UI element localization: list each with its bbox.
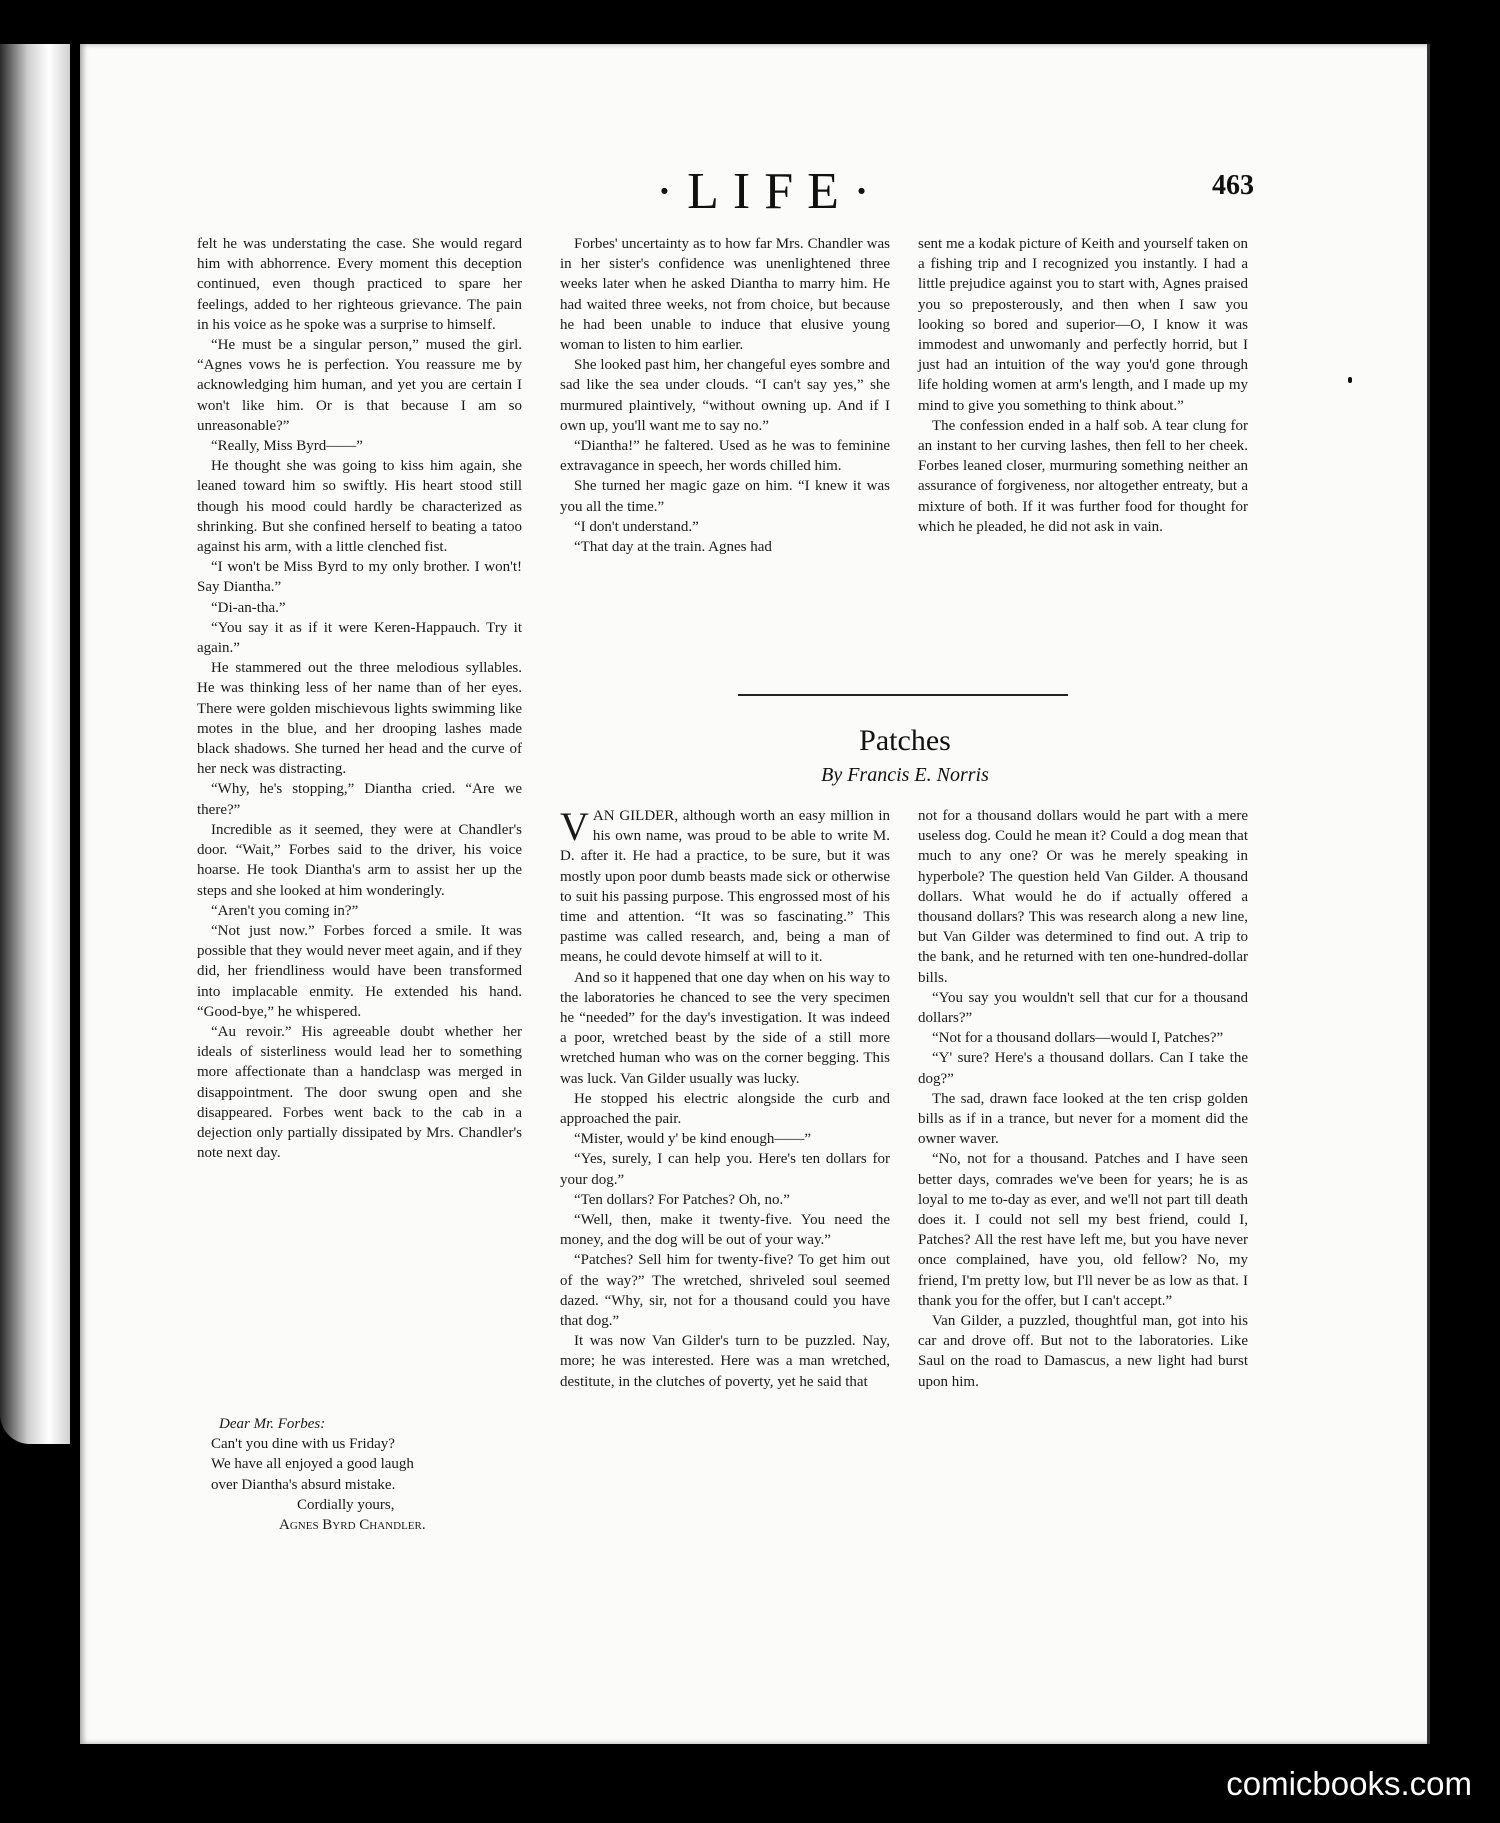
letter-line: We have all enjoyed a good laugh (211, 1456, 414, 1473)
paragraph: “Mister, would y' be kind enough——” (574, 1131, 812, 1148)
paragraph: “You say you wouldn't sell that cur for a thousand dollars?” (918, 989, 1248, 1027)
paragraph: He stopped his electric alongside the curb and approached the pair. (560, 1090, 890, 1128)
column-1 (197, 234, 522, 1163)
letter-note (197, 1414, 522, 1535)
ink-speck (1348, 377, 1352, 383)
watermark: comicbooks.com (1226, 1765, 1472, 1802)
paragraph: The sad, drawn face looked at the ten crisp golden bills as if in a trance, but never for a moment did the owner waver. (918, 1090, 1248, 1148)
paragraph-text: AN GILDER, although worth an easy million in his own name, was proud to be able to write M. D. after it. He had a practice, to be sure, but it was mostly upon poor dumb beasts made sick or otherwise to suit his passing purpose. This engrossed most of his time and attention. “It was so fascinating.” This pastime was called research, and, being a man of means, he could devote himself at will to it. (560, 808, 890, 966)
magazine-page (80, 44, 1430, 1744)
paragraph: “You say it as if it were Keren-Happauch. Try it again.” (197, 619, 522, 657)
paragraph: “Au revoir.” His agreeable doubt whether her ideals of sisterliness would lead her to something more affectionate than a handclasp was merged in disappointment. The door swung open and she disappeared. Forbes went back to the cab in a dejection only partially dissipated by Mrs. Chandler's note next day. (197, 1023, 522, 1162)
masthead: ·LIFE· (655, 163, 885, 220)
paragraph: And so it happened that one day when on his way to the laboratories he chanced to see the very specimen he “needed” for the day's investigation. It was indeed a poor, wretched beast by the side of a still more wretched human who was on the corner begging. This was luck. Van Gilder usually was lucky. (560, 969, 890, 1087)
paragraph: “Yes, surely, I can help you. Here's ten dollars for your dog.” (560, 1151, 890, 1188)
paragraph: It was now Van Gilder's turn to be puzzled. Nay, more; he was interested. Here was a man wretched, destitute, in the clutches of poverty, yet he said that (560, 1333, 890, 1390)
paragraph: “Well, then, make it twenty-five. You need the money, and the dog will be out of your way.” (560, 1212, 890, 1249)
paragraph: Incredible as it seemed, they were at Chandler's door. “Wait,” Forbes said to the driver, his voice hoarse. He took Diantha's arm to assist her up the steps and she looked at him wonderingly. (197, 821, 522, 899)
letter-signature: Agnes Byrd Chandler. (279, 1517, 426, 1534)
drop-cap: V (560, 804, 589, 849)
story-title: Patches (859, 724, 951, 757)
paragraph: “No, not for a thousand. Patches and I have seen better days, comrades we've been for years; he is as loyal to me to-day as ever, and we'll not part till death does it. I could not sell my best friend, could I, Patches? All the rest have left me, but you have never once complained, have you, old fellow? No, my friend, I'm pretty low, but I'll never be as low as that. I thank you for the offer, but I can't accept.” (918, 1151, 1248, 1309)
column-4 (560, 806, 890, 1392)
section-divider (738, 694, 1068, 696)
paragraph: “I don't understand.” (574, 518, 699, 535)
paragraph: “That day at the train. Agnes had (574, 539, 772, 556)
column-3 (918, 234, 1248, 537)
paragraph: “Really, Miss Byrd——” (211, 438, 363, 455)
paragraph: She turned her magic gaze on him. “I knew it was you all the time.” (560, 478, 890, 515)
paragraph: The confession ended in a half sob. A tear clung for an instant to her curving lashes, then fell to her cheek. Forbes leaned closer, murmuring something neither an assurance of forgiveness, nor altogether entreaty, but a mixture of both. If it was further food for thought for which he pleaded, he did not ask in vain. (918, 417, 1248, 535)
paragraph: “Patches? Sell him for twenty-five? To get him out of the way?” The wretched, shriveled soul seemed dazed. “Why, sir, not for a thousand could you have that dog.” (560, 1252, 890, 1330)
opening-paragraph (560, 806, 890, 968)
paragraph: “Y' sure? Here's a thousand dollars. Can I take the dog?” (918, 1050, 1248, 1087)
paragraph: She looked past him, her changeful eyes sombre and sad like the sea under clouds. “I can't say yes,” she murmured plaintively, “without owning up. And if I own up, you'll want me to say no.” (560, 357, 890, 434)
letter-salutation: Dear Mr. Forbes: (219, 1416, 326, 1432)
page-number: 463 (1212, 170, 1254, 201)
paragraph: “Di-an-tha.” (211, 599, 286, 616)
column-5 (918, 806, 1248, 1392)
paragraph: “Why, he's stopping,” Diantha cried. “Are we there?” (197, 781, 522, 818)
paragraph: Van Gilder, a puzzled, thoughtful man, got into his car and drove off. But not to the laboratories. Like Saul on the road to Damascus, a new light had burst upon him. (918, 1313, 1248, 1390)
paragraph: He stammered out the three melodious syllables. He was thinking less of her name than of her eyes. There were golden mischievous lights swimming like motes in the blue, and her drooping lashes made black shadows. She turned her head and the curve of her neck was distracting. (197, 660, 522, 778)
paragraph: “Not just now.” Forbes forced a smile. It was possible that they would never meet again, and if they did, her friendliness would have been transformed into implacable enmity. He extended his hand. “Good-bye,” he whispered. (197, 922, 522, 1020)
paragraph: felt he was understating the case. She would regard him with abhorrence. Every moment this deception continued, even though practiced to spare her feelings, added to her righteous grievance. The pain in his voice as he spoke was a surprise to himself. (197, 236, 522, 333)
letter-closing: Cordially yours, (297, 1496, 395, 1513)
letter-line: over Diantha's absurd mistake. (211, 1476, 396, 1493)
page-curl (0, 44, 70, 1444)
paragraph: “I won't be Miss Byrd to my only brother. I won't! Say Diantha.” (197, 559, 522, 596)
paragraph: “Diantha!” he faltered. Used as he was to feminine extravagance in speech, her words chilled him. (560, 438, 890, 475)
page-binding-edge (1427, 44, 1430, 1744)
paragraph: “He must be a singular person,” mused the girl. “Agnes vows he is perfection. You reassure me by acknowledging him human, and yet you are certain I won't like him. Or is that because I am so unreasonable?” (197, 337, 522, 434)
paragraph: “Ten dollars? For Patches? Oh, no.” (574, 1191, 790, 1208)
story-byline: By Francis E. Norris (821, 764, 989, 786)
paragraph: He thought she was going to kiss him again, she leaned toward him so swiftly. His heart stood still though his mood could hardly be characterized as shrinking. But she confined herself to beating a tatoo against his arm, with a little clenched fist. (197, 458, 522, 556)
paragraph: Forbes' uncertainty as to how far Mrs. Chandler was in her sister's confidence was unenlightened three weeks later when he asked Diantha to marry him. He had waited three weeks, not from choice, but because he had been unable to induce that elusive young woman to listen to him earlier. (560, 236, 890, 354)
paragraph: not for a thousand dollars would he part with a mere useless dog. Could he mean it? Could a dog mean that much to any one? Or was he merely speaking in hyperbole? The question held Van Gilder. A thousand dollars. What would he do if actually offered a thousand dollars? This was research along a new line, but Van Gilder was determined to find out. A trip to the bank, and he returned with ten one-hundred-dollar bills. (918, 808, 1248, 986)
letter-line: Can't you dine with us Friday? (211, 1436, 395, 1453)
paragraph: “Not for a thousand dollars—would I, Patches?” (932, 1030, 1224, 1047)
paragraph: sent me a kodak picture of Keith and yourself taken on a fishing trip and I recognized you instantly. I had a little prejudice against you to start with, Agnes praised you so preposterously, and then when I saw you looking so bored and superior—O, I know it was immodest and unwomanly and perfectly horrid, but I just had an intuition of the way you'd gone through life holding women at arm's length, and I made up my mind to give you something to think about.” (918, 236, 1248, 414)
column-2 (560, 234, 890, 557)
paragraph: “Aren't you coming in?” (211, 902, 359, 919)
